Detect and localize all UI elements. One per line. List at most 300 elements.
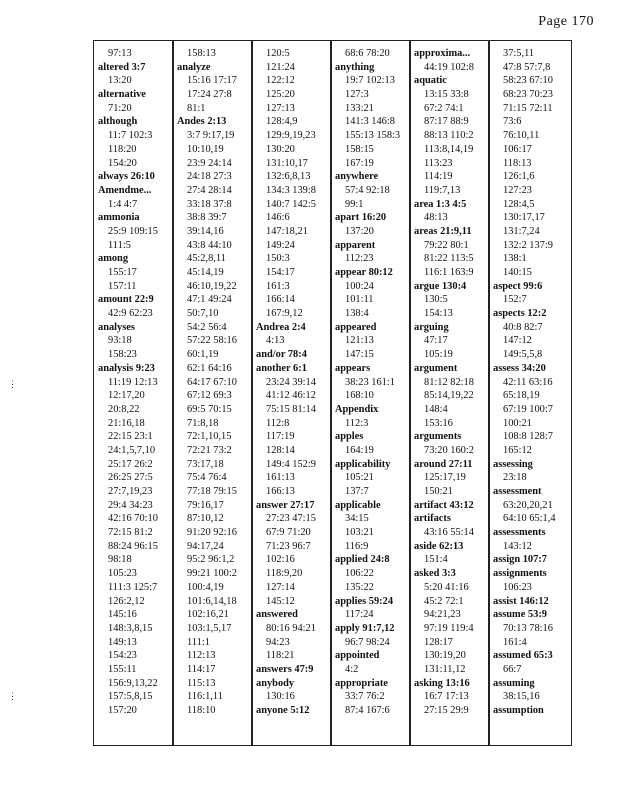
index-reference: 114:17 <box>187 663 216 675</box>
index-reference: 4:13 <box>266 335 285 347</box>
index-reference: 73:17,18 <box>187 458 224 470</box>
index-term: always 26:10 <box>98 171 155 183</box>
index-reference: 126:1,6 <box>503 171 535 183</box>
index-reference: 73:6 <box>503 116 522 128</box>
index-reference: 98:18 <box>108 554 132 566</box>
index-reference: 87:4 167:6 <box>345 705 390 716</box>
index-term: argue 130:4 <box>414 280 467 292</box>
index-reference: 67:9 71:20 <box>266 527 311 539</box>
index-term: assign 107:7 <box>493 554 547 566</box>
index-reference: 22:15 23:1 <box>108 431 153 443</box>
index-reference: 75:4 76:4 <box>187 472 227 484</box>
index-reference: 70:13 78:16 <box>503 622 553 634</box>
index-reference: 20:8,22 <box>108 403 140 415</box>
index-reference: 147:15 <box>345 349 374 361</box>
index-reference: 158:23 <box>108 349 137 361</box>
index-term: Appendix <box>335 403 379 415</box>
index-reference: 71:23 96:7 <box>266 540 311 552</box>
index-term: asked 3:3 <box>414 568 456 580</box>
index-term: apples <box>335 431 364 443</box>
index-reference: 15:16 17:17 <box>187 75 237 87</box>
margin-mark: ⋮ <box>8 380 17 390</box>
index-term: appointed <box>335 650 380 662</box>
index-reference: 166:14 <box>266 294 295 306</box>
index-term: aside 62:13 <box>414 540 464 552</box>
index-term: Andes 2:13 <box>177 116 227 128</box>
index-term: around 27:11 <box>414 458 473 470</box>
index-term: assignments <box>493 568 547 580</box>
index-reference: 130:20 <box>266 143 295 155</box>
index-reference: 96:7 98:24 <box>345 636 390 648</box>
index-reference: 112:23 <box>345 253 374 265</box>
index-reference: 95:2 96:1,2 <box>187 554 235 566</box>
index-reference: 65:18,19 <box>503 390 540 402</box>
index-reference: 27:15 29:9 <box>424 705 469 716</box>
index-reference: 156:9,13,22 <box>108 677 158 689</box>
index-reference: 112:3 <box>345 417 369 429</box>
index-reference: 81:1 <box>187 102 206 114</box>
index-reference: 25:9 109:15 <box>108 225 158 237</box>
index-reference: 155:13 158:3 <box>345 130 401 142</box>
index-reference: 21:16,18 <box>108 417 145 429</box>
index-reference: 106:23 <box>503 581 532 593</box>
index-term: argument <box>414 362 458 374</box>
index-reference: 93:18 <box>108 335 132 347</box>
index-reference: 24:1,5,7,10 <box>108 444 156 456</box>
index-reference: 153:16 <box>424 417 453 429</box>
index-reference: 118:20 <box>108 143 137 155</box>
index-reference: 27:4 28:14 <box>187 184 232 196</box>
index-reference: 48:13 <box>424 212 448 224</box>
index-reference: 116:9 <box>345 540 369 552</box>
index-reference: 64:17 67:10 <box>187 376 237 388</box>
index-reference: 29:4 34:23 <box>108 499 153 511</box>
index-reference: 10:10,19 <box>187 143 224 155</box>
index-reference: 57:4 92:18 <box>345 184 390 196</box>
index-reference: 4:2 <box>345 663 359 675</box>
index-term: applies 59:24 <box>335 595 394 607</box>
index-reference: 99:1 <box>345 198 364 210</box>
index-reference: 11:19 12:13 <box>108 376 158 388</box>
index-reference: 23:18 <box>503 472 527 484</box>
index-reference: 131:7,24 <box>503 225 540 237</box>
index-reference: 64:10 65:1,4 <box>503 513 556 525</box>
index-reference: 5:20 41:16 <box>424 581 469 593</box>
page-number-label: Page 170 <box>538 14 594 29</box>
index-term: appears <box>335 362 371 374</box>
index-reference: 118:21 <box>266 650 295 662</box>
index-term: anywhere <box>335 171 379 183</box>
index-term: analyses <box>98 321 135 333</box>
index-reference: 97:13 <box>108 48 132 59</box>
index-reference: 76:10,11 <box>503 130 540 142</box>
index-reference: 11:7 102:3 <box>108 130 153 142</box>
index-reference: 155:17 <box>108 267 137 278</box>
index-reference: 118:13 <box>503 157 532 169</box>
index-term: artifact 43:12 <box>414 499 474 511</box>
index-reference: 157:20 <box>108 705 137 716</box>
index-reference: 105:23 <box>108 568 137 580</box>
index-reference: 71:15 72:11 <box>503 102 553 114</box>
index-reference: 94:21,23 <box>424 609 461 621</box>
index-reference: 79:22 80:1 <box>424 239 469 251</box>
index-reference: 25:17 26:2 <box>108 458 153 470</box>
index-reference: 103:1,5,17 <box>187 622 232 634</box>
index-reference: 164:19 <box>345 444 374 456</box>
index-reference: 72:21 73:2 <box>187 444 232 456</box>
index-reference: 147:18,21 <box>266 225 308 237</box>
index-reference: 79:16,17 <box>187 499 224 511</box>
index-reference: 40:8 82:7 <box>503 321 543 333</box>
index-reference: 101:6,14,18 <box>187 595 237 607</box>
index-term: anyone 5:12 <box>256 705 310 716</box>
index-reference: 102:16,21 <box>187 609 229 621</box>
index-reference: 88:24 96:15 <box>108 540 158 552</box>
index-reference: 112:8 <box>266 417 290 429</box>
index-reference: 149:13 <box>108 636 137 648</box>
index-reference: 100:24 <box>345 280 374 292</box>
index-reference: 138:1 <box>503 253 527 265</box>
index-reference: 154:23 <box>108 650 137 662</box>
index-reference: 108:8 128:7 <box>503 431 553 443</box>
index-reference: 130:19,20 <box>424 650 466 662</box>
index-reference: 50:7,10 <box>187 308 219 320</box>
index-reference: 44:19 102:8 <box>424 61 474 73</box>
index-reference: 67:19 100:7 <box>503 403 553 415</box>
index-reference: 149:24 <box>266 239 295 251</box>
index-reference: 165:12 <box>503 444 532 456</box>
index-reference: 125:20 <box>266 89 295 101</box>
index-reference: 72:1,10,15 <box>187 431 232 443</box>
index-reference: 154:17 <box>266 267 295 278</box>
index-term: Andrea 2:4 <box>256 321 306 333</box>
index-reference: 145:12 <box>266 595 295 607</box>
index-term: applicable <box>335 499 381 511</box>
index-reference: 46:10,19,22 <box>187 280 237 292</box>
index-reference: 105:21 <box>345 472 374 484</box>
index-reference: 131:11,12 <box>424 663 466 675</box>
index-reference: 143:12 <box>503 540 532 552</box>
index-reference: 141:3 146:8 <box>345 116 395 128</box>
index-reference: 91:20 92:16 <box>187 527 237 539</box>
index-reference: 87:10,12 <box>187 513 224 525</box>
index-reference: 130:5 <box>424 294 448 306</box>
index-reference: 161:4 <box>503 636 527 648</box>
index-reference: 72:15 81:2 <box>108 527 153 539</box>
index-reference: 154:20 <box>108 157 137 169</box>
index-reference: 154:13 <box>424 308 453 320</box>
index-reference: 121:24 <box>266 61 295 73</box>
index-reference: 99:21 100:2 <box>187 568 237 580</box>
index-reference: 168:10 <box>345 390 374 402</box>
index-reference: 13:15 33:8 <box>424 89 469 101</box>
index-reference: 167:9,12 <box>266 308 303 320</box>
index-reference: 145:16 <box>108 609 137 621</box>
index-reference: 130:17,17 <box>503 212 545 224</box>
index-column-4 <box>335 47 413 718</box>
index-reference: 134:3 139:8 <box>266 184 316 196</box>
index-reference: 152:7 <box>503 294 527 306</box>
index-term: ammonia <box>98 212 140 224</box>
index-reference: 47:8 57:7,8 <box>503 61 551 73</box>
index-reference: 45:2 72:1 <box>424 595 464 607</box>
index-reference: 27:23 47:15 <box>266 513 316 525</box>
index-term: asking 13:16 <box>414 677 470 689</box>
index-term: approxima... <box>414 48 471 59</box>
index-reference: 42:9 62:23 <box>108 308 153 320</box>
index-reference: 158:13 <box>187 48 216 59</box>
index-term: assumed 65:3 <box>493 650 553 662</box>
index-reference: 67:2 74:1 <box>424 102 464 114</box>
index-term: aspects 12:2 <box>493 308 547 320</box>
index-reference: 158:15 <box>345 143 374 155</box>
index-reference: 111:3 125:7 <box>108 581 158 593</box>
index-term: assessing <box>493 458 533 470</box>
index-term: appeared <box>335 321 377 333</box>
index-reference: 150:21 <box>424 486 453 497</box>
index-reference: 128:17 <box>424 636 453 648</box>
index-reference: 132:2 137:9 <box>503 239 553 251</box>
index-reference: 131:10,17 <box>266 157 308 169</box>
index-reference: 17:24 27:8 <box>187 89 232 101</box>
index-reference: 41:12 46:12 <box>266 390 316 402</box>
index-term: appear 80:12 <box>335 267 393 278</box>
index-reference: 38:15,16 <box>503 691 540 703</box>
index-reference: 19:7 102:13 <box>345 75 395 87</box>
index-term: analyze <box>177 61 211 73</box>
index-reference: 23:24 39:14 <box>266 376 316 388</box>
index-reference: 149:4 152:9 <box>266 458 316 470</box>
index-term: artifacts <box>414 513 451 525</box>
index-term: and/or 78:4 <box>256 349 307 361</box>
index-term: alternative <box>98 89 146 101</box>
index-reference: 102:16 <box>266 554 295 566</box>
index-reference: 157:11 <box>108 280 137 292</box>
index-column-6 <box>493 47 571 718</box>
index-reference: 127:3 <box>345 89 369 101</box>
index-reference: 116:1,11 <box>187 691 223 703</box>
index-reference: 149:5,5,8 <box>503 349 543 361</box>
index-reference: 137:20 <box>345 225 374 237</box>
index-term: anybody <box>256 677 295 689</box>
index-term: assist 146:12 <box>493 595 549 607</box>
index-term: assume 53:9 <box>493 609 547 621</box>
index-reference: 106:17 <box>503 143 532 155</box>
index-reference: 125:17,19 <box>424 472 466 484</box>
index-term: aspect 99:6 <box>493 280 543 292</box>
index-reference: 60:1,19 <box>187 349 219 361</box>
index-reference: 111:1 <box>187 636 210 648</box>
index-reference: 133:21 <box>345 102 374 114</box>
index-reference: 39:14,16 <box>187 225 224 237</box>
index-reference: 105:19 <box>424 349 453 361</box>
index-reference: 88:13 110:2 <box>424 130 474 142</box>
index-term: apart 16:20 <box>335 212 387 224</box>
index-reference: 117:19 <box>266 431 295 443</box>
index-reference: 63:20,20,21 <box>503 499 553 511</box>
index-reference: 57:22 58:16 <box>187 335 237 347</box>
index-reference: 45:2,8,11 <box>187 253 226 265</box>
index-term: assumption <box>493 705 544 716</box>
index-reference: 113:23 <box>424 157 453 169</box>
index-term: aquatic <box>414 75 447 87</box>
index-term: area 1:3 4:5 <box>414 198 467 210</box>
margin-mark: ⋮ <box>8 692 17 702</box>
index-reference: 132:6,8,13 <box>266 171 311 183</box>
index-reference: 97:19 119:4 <box>424 622 474 634</box>
index-reference: 128:4,9 <box>266 116 298 128</box>
index-reference: 137:7 <box>345 486 369 497</box>
index-reference: 27:7,19,23 <box>108 486 153 497</box>
index-reference: 128:14 <box>266 444 295 456</box>
index-reference: 81:12 82:18 <box>424 376 474 388</box>
index-reference: 24:18 27:3 <box>187 171 232 183</box>
index-reference: 127:13 <box>266 102 295 114</box>
index-reference: 37:5,11 <box>503 48 535 59</box>
index-table <box>93 40 572 746</box>
index-reference: 101:11 <box>345 294 374 306</box>
index-term: assess 34:20 <box>493 362 546 374</box>
index-term: answer 27:17 <box>256 499 315 511</box>
index-reference: 54:2 56:4 <box>187 321 227 333</box>
index-reference: 140:7 142:5 <box>266 198 316 210</box>
index-reference: 94:17,24 <box>187 540 224 552</box>
index-reference: 100:4,19 <box>187 581 224 593</box>
index-reference: 148:4 <box>424 403 448 415</box>
index-reference: 117:24 <box>345 609 374 621</box>
index-reference: 38:23 161:1 <box>345 376 395 388</box>
index-reference: 106:22 <box>345 568 374 580</box>
index-reference: 94:23 <box>266 636 290 648</box>
index-reference: 116:1 163:9 <box>424 267 474 278</box>
index-term: although <box>98 116 138 128</box>
index-reference: 43:8 44:10 <box>187 239 232 251</box>
index-reference: 119:7,13 <box>424 184 461 196</box>
index-reference: 112:13 <box>187 650 216 662</box>
index-term: another 6:1 <box>256 362 307 374</box>
index-term: altered 3:7 <box>98 61 146 73</box>
index-reference: 34:15 <box>345 513 369 525</box>
index-term: assuming <box>493 677 535 689</box>
index-reference: 69:5 70:15 <box>187 403 232 415</box>
index-reference: 71:8,18 <box>187 417 219 429</box>
index-term: assessment <box>493 486 542 497</box>
index-reference: 77:18 79:15 <box>187 486 237 497</box>
index-reference: 58:23 67:10 <box>503 75 553 87</box>
index-column-1 <box>98 47 176 718</box>
index-term: answers 47:9 <box>256 663 314 675</box>
index-reference: 42:16 70:10 <box>108 513 158 525</box>
index-reference: 42:11 63:16 <box>503 376 553 388</box>
index-reference: 1:4 4:7 <box>108 198 138 210</box>
index-reference: 66:7 <box>503 663 522 675</box>
index-reference: 161:3 <box>266 280 290 292</box>
index-reference: 118:10 <box>187 705 216 716</box>
index-reference: 81:22 113:5 <box>424 253 474 265</box>
index-reference: 161:13 <box>266 472 295 484</box>
index-reference: 113:8,14,19 <box>424 143 474 155</box>
index-reference: 127:14 <box>266 581 295 593</box>
index-term: answered <box>256 609 298 621</box>
index-reference: 3:7 9:17,19 <box>187 130 235 142</box>
index-reference: 62:1 64:16 <box>187 362 232 374</box>
index-reference: 103:21 <box>345 527 374 539</box>
index-reference: 135:22 <box>345 581 374 593</box>
index-reference: 26:25 27:5 <box>108 472 153 484</box>
index-reference: 151:4 <box>424 554 448 566</box>
index-reference: 38:8 39:7 <box>187 212 227 224</box>
index-reference: 150:3 <box>266 253 290 265</box>
index-reference: 140:15 <box>503 267 532 278</box>
index-reference: 122:12 <box>266 75 295 87</box>
index-reference: 12:17,20 <box>108 390 145 402</box>
index-term: apparent <box>335 239 376 251</box>
index-term: apply 91:7,12 <box>335 622 395 634</box>
index-reference: 126:2,12 <box>108 595 145 607</box>
index-column-5 <box>414 47 492 718</box>
index-term: arguing <box>414 321 449 333</box>
index-reference: 166:13 <box>266 486 295 497</box>
index-reference: 13:20 <box>108 75 132 87</box>
index-reference: 129:9,19,23 <box>266 130 316 142</box>
index-term: Amendme... <box>98 184 152 196</box>
index-term: assessments <box>493 527 546 539</box>
index-reference: 47:17 <box>424 335 448 347</box>
index-reference: 118:9,20 <box>266 568 303 580</box>
index-reference: 114:19 <box>424 171 453 183</box>
index-reference: 167:19 <box>345 157 374 169</box>
index-reference: 157:5,8,15 <box>108 691 153 703</box>
index-term: amount 22:9 <box>98 294 154 306</box>
index-reference: 147:12 <box>503 335 532 347</box>
index-reference: 130:16 <box>266 691 295 703</box>
index-term: arguments <box>414 431 462 443</box>
index-reference: 68:23 70:23 <box>503 89 553 101</box>
index-reference: 121:13 <box>345 335 374 347</box>
index-reference: 115:13 <box>187 677 216 689</box>
index-reference: 85:14,19,22 <box>424 390 474 402</box>
index-term: applied 24:8 <box>335 554 390 566</box>
index-reference: 146:6 <box>266 212 290 224</box>
index-reference: 111:5 <box>108 239 131 251</box>
index-column-3 <box>256 47 334 718</box>
index-term: areas 21:9,11 <box>414 225 472 237</box>
index-reference: 120:5 <box>266 48 290 59</box>
index-reference: 73:20 160:2 <box>424 444 474 456</box>
index-reference: 138:4 <box>345 308 369 320</box>
index-reference: 67:12 69:3 <box>187 390 232 402</box>
index-reference: 68:6 78:20 <box>345 48 390 59</box>
index-reference: 128:4,5 <box>503 198 535 210</box>
index-term: applicability <box>335 458 391 470</box>
index-reference: 148:3,8,15 <box>108 622 153 634</box>
index-reference: 43:16 55:14 <box>424 527 474 539</box>
index-term: appropriate <box>335 677 388 689</box>
index-reference: 16:7 17:13 <box>424 691 469 703</box>
index-term: anything <box>335 61 375 73</box>
index-reference: 47:1 49:24 <box>187 294 232 306</box>
index-reference: 75:15 81:14 <box>266 403 316 415</box>
index-term: among <box>98 253 129 265</box>
index-reference: 45:14,19 <box>187 267 224 278</box>
index-reference: 100:21 <box>503 417 532 429</box>
index-reference: 33:18 37:8 <box>187 198 232 210</box>
index-reference: 33:7 76:2 <box>345 691 385 703</box>
index-column-2 <box>177 47 255 718</box>
index-reference: 71:20 <box>108 102 132 114</box>
index-reference: 87:17 88:9 <box>424 116 469 128</box>
index-term: analysis 9:23 <box>98 362 155 374</box>
